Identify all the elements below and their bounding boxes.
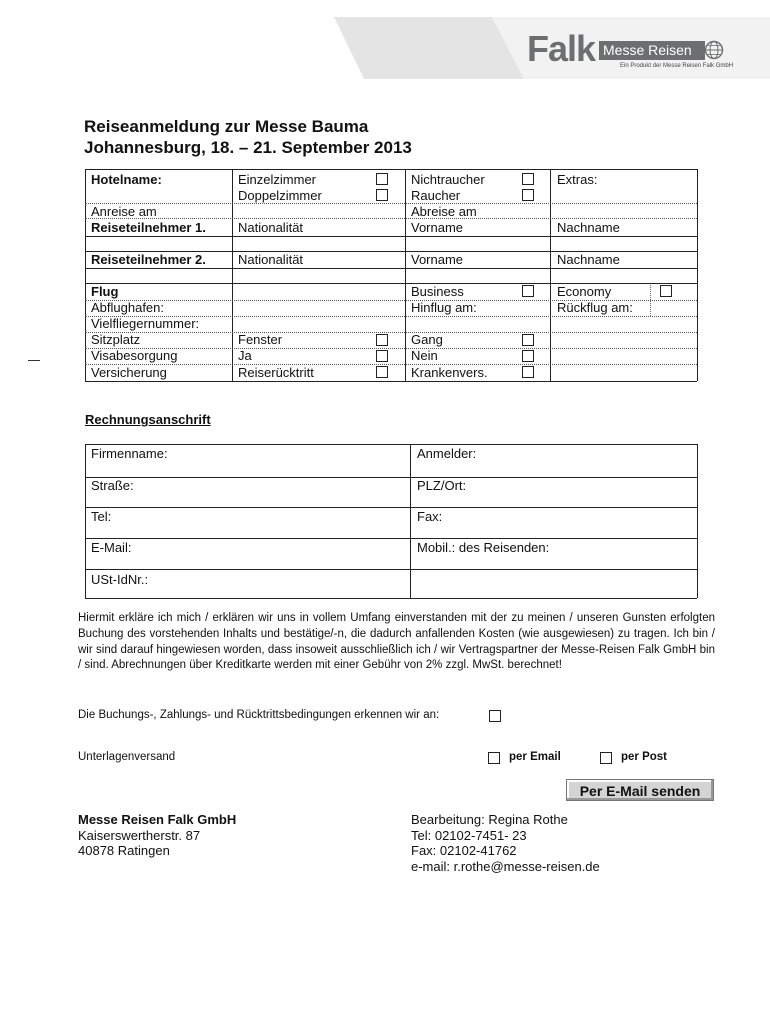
label-per-post: per Post xyxy=(621,751,668,763)
label-tel: Tel: xyxy=(91,509,112,524)
checkbox-raucher[interactable] xyxy=(522,189,534,201)
label-abflughafen: Abflughafen: xyxy=(91,300,165,315)
label-vorname-1: Vorname xyxy=(411,220,464,235)
label-extras: Extras: xyxy=(557,172,598,187)
send-email-button[interactable]: Per E-Mail senden xyxy=(566,779,714,801)
label-anmelder: Anmelder: xyxy=(417,446,477,461)
label-business: Business xyxy=(411,284,464,299)
label-doppelzimmer: Doppelzimmer xyxy=(238,188,322,203)
label-visabesorgung: Visabesorgung xyxy=(91,348,178,363)
globe-icon xyxy=(704,40,724,60)
label-plz-ort: PLZ/Ort: xyxy=(417,478,467,493)
checkbox-per-email[interactable] xyxy=(488,752,500,764)
label-fax: Fax: xyxy=(417,509,443,524)
label-vielfliegernummer: Vielfliegernummer: xyxy=(91,316,200,331)
checkbox-einzelzimmer[interactable] xyxy=(376,173,388,185)
label-versicherung: Versicherung xyxy=(91,365,167,380)
checkbox-fenster[interactable] xyxy=(376,334,388,346)
terms-text: Die Buchungs-, Zahlungs- und Rücktrittsbedingungen erkennen wir an: xyxy=(78,709,440,721)
label-reiseruecktritt: Reiserücktritt xyxy=(238,365,314,380)
company-street: Kaiserswertherstr. 87 xyxy=(78,828,201,843)
margin-mark xyxy=(28,360,40,361)
label-gang: Gang xyxy=(411,332,443,347)
label-hinflug: Hinflug am: xyxy=(411,300,477,315)
label-flug: Flug xyxy=(91,284,119,299)
label-hotelname: Hotelname: xyxy=(91,172,162,187)
logo-wordmark: Falk xyxy=(527,28,596,69)
contact-email[interactable]: e-mail: r.rothe@messe-reisen.de xyxy=(411,859,600,874)
page-title-line1: Reiseanmeldung zur Messe Bauma xyxy=(84,117,369,136)
company-name: Messe Reisen Falk GmbH xyxy=(78,812,237,827)
company-city: 40878 Ratingen xyxy=(78,843,170,858)
logo-label: Messe Reisen xyxy=(599,41,705,60)
label-krankenvers: Krankenvers. xyxy=(411,365,488,380)
contact-tel: Tel: 02102-7451- 23 xyxy=(411,828,527,843)
checkbox-reiseruecktritt[interactable] xyxy=(376,366,388,378)
checkbox-gang[interactable] xyxy=(522,334,534,346)
label-nationalitaet-1: Nationalität xyxy=(238,220,304,235)
label-raucher: Raucher xyxy=(411,188,461,203)
label-rueckflug: Rückflug am: xyxy=(557,300,633,315)
contact-bearbeitung: Bearbeitung: Regina Rothe xyxy=(411,812,568,827)
label-ja: Ja xyxy=(238,348,252,363)
checkbox-nein[interactable] xyxy=(522,350,534,362)
checkbox-nichtraucher[interactable] xyxy=(522,173,534,185)
label-abreise: Abreise am xyxy=(411,204,477,219)
label-firmenname: Firmenname: xyxy=(91,446,168,461)
label-strasse: Straße: xyxy=(91,478,134,493)
checkbox-economy[interactable] xyxy=(660,285,672,297)
label-sitzplatz: Sitzplatz xyxy=(91,332,141,347)
label-ustid: USt-IdNr.: xyxy=(91,572,149,587)
label-nachname-1: Nachname xyxy=(557,220,620,235)
label-einzelzimmer: Einzelzimmer xyxy=(238,172,317,187)
label-vorname-2: Vorname xyxy=(411,252,464,267)
label-fenster: Fenster xyxy=(238,332,283,347)
label-economy: Economy xyxy=(557,284,612,299)
page-title-line2: Johannesburg, 18. – 21. September 2013 xyxy=(84,138,412,157)
billing-heading: Rechnungsanschrift xyxy=(85,412,211,427)
label-per-email: per Email xyxy=(509,751,561,763)
checkbox-krankenvers[interactable] xyxy=(522,366,534,378)
checkbox-ja[interactable] xyxy=(376,350,388,362)
shipping-label: Unterlagenversand xyxy=(78,751,176,763)
label-nationalitaet-2: Nationalität xyxy=(238,252,304,267)
checkbox-doppelzimmer[interactable] xyxy=(376,189,388,201)
label-reiseteilnehmer-2: Reiseteilnehmer 2. xyxy=(91,252,206,267)
label-nein: Nein xyxy=(411,348,438,363)
label-nachname-2: Nachname xyxy=(557,252,620,267)
checkbox-per-post[interactable] xyxy=(600,752,612,764)
checkbox-business[interactable] xyxy=(522,285,534,297)
declaration-text: Hiermit erkläre ich mich / erklären wir uns in vollem Umfang einverstanden mit der zu meinen / unseren Gunsten erfolgten Buchung des vorstehenden Inhalts und bestätige/-n, die dadurch anfallenden Kosten (wie ausgewiesen) zu tragen. Ich bin / wir sind darauf hingewiesen worden, dass insoweit ausschließlich ich / wir Vertragspartner der Messe-Reisen Falk GmbH bin / sind. Abrechnungen über Kreditkarte werden mit einer Gebühr von 2% zzgl. MwSt. berechnet! xyxy=(78,612,715,672)
contact-fax: Fax: 02102-41762 xyxy=(411,843,517,858)
label-email: E-Mail: xyxy=(91,540,132,555)
label-nichtraucher: Nichtraucher xyxy=(411,172,485,187)
label-reiseteilnehmer-1: Reiseteilnehmer 1. xyxy=(91,220,206,235)
label-anreise: Anreise am xyxy=(91,204,157,219)
label-mobil: Mobil.: des Reisenden: xyxy=(417,540,550,555)
logo-subtitle: Ein Produkt der Messe Reisen Falk GmbH xyxy=(620,63,734,69)
checkbox-terms[interactable] xyxy=(489,710,501,722)
